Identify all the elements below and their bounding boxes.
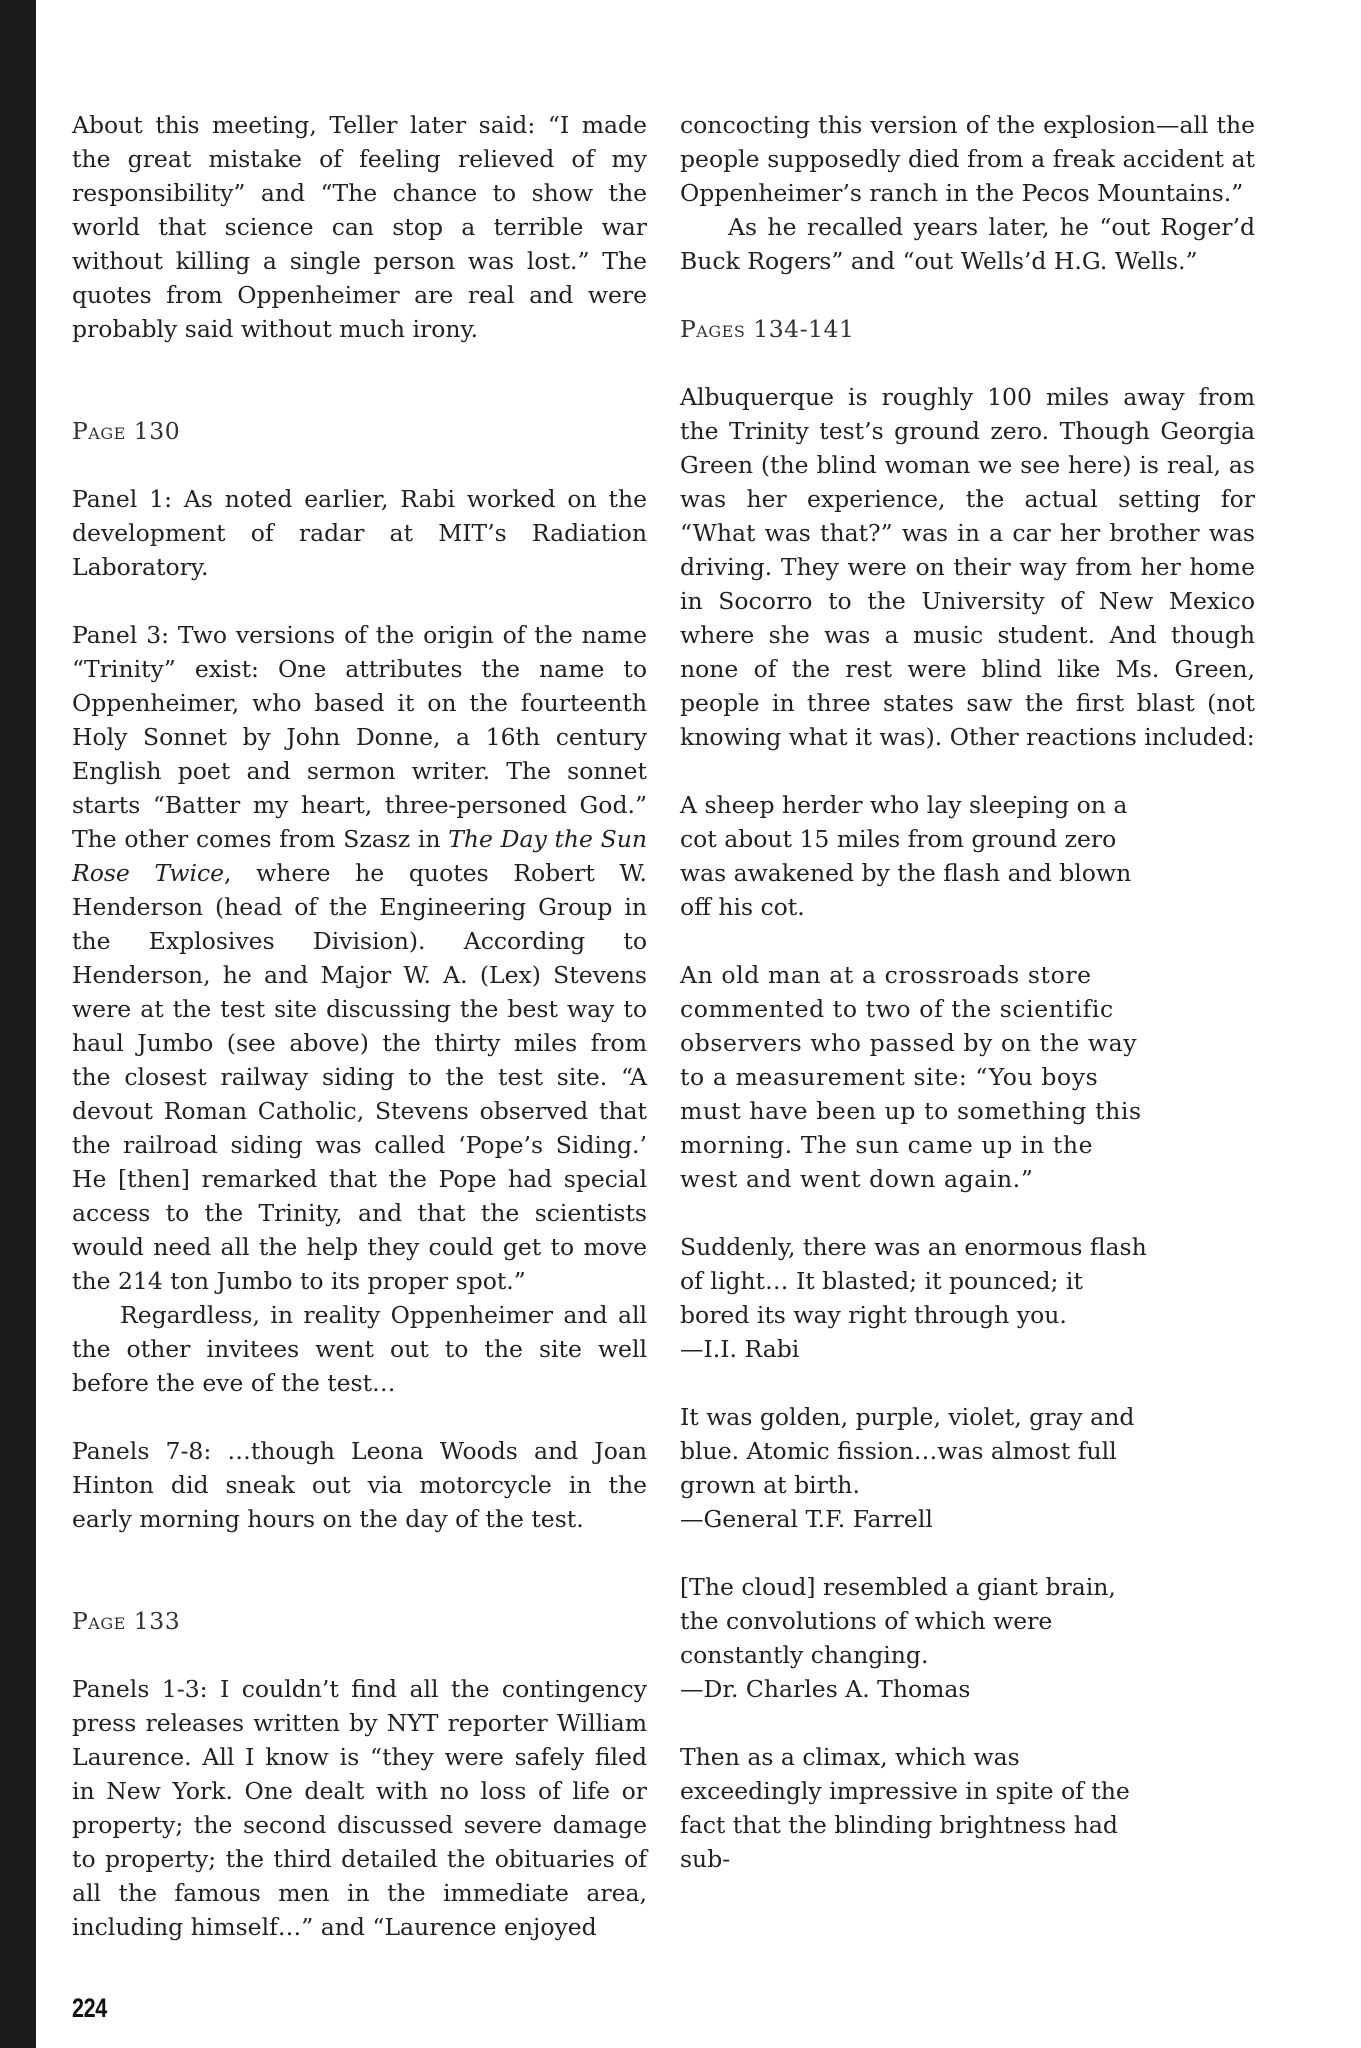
- book-title: The Day the Sun Rose Twice: [72, 825, 647, 887]
- panels-1-3-note: Panels 1-3: I couldn’t find all the contingency press releases written by NYT reporter William Laurence. All I know is “they were safely filed in New York. One dealt with no loss of life or property; the second discussed severe damage to property; the third detailed the obituaries of all the famous men in the immediate area, including himself…” and “Laurence enjoyed: [72, 1675, 647, 1941]
- rabi-quote: Suddenly, there was an enormous flash of light… It blasted; it pounced; it bored its way right through you.: [680, 1233, 1147, 1329]
- farrell-attribution: —General T.F. Farrell: [680, 1505, 933, 1533]
- teller-paragraph: About this meeting, Teller later said: “I made the great mistake of feeling relieved of my responsibility” and “The chance to show the world that science can stop a terrible war without killing a single person was lost.” The quotes from Oppenheimer are real and were probably said without much irony.: [72, 111, 647, 343]
- section-heading-page-130: Page 130: [72, 417, 181, 445]
- rabi-attribution: —I.I. Rabi: [680, 1335, 800, 1363]
- panels-7-8-note: Panels 7-8: …though Leona Woods and Joan Hinton did sneak out via motorcycle in the early morning hours on the day of the test.: [72, 1437, 647, 1533]
- concocting-paragraph: concocting this version of the explosion—all the people supposedly died from a freak accident at Oppenheimer’s ranch in the Pecos Mountains.”: [680, 111, 1255, 207]
- thomas-attribution: —Dr. Charles A. Thomas: [680, 1675, 971, 1703]
- section-heading-page-133: Page 133: [72, 1607, 181, 1635]
- thomas-quote: [The cloud] resembled a giant brain, the convolutions of which were constantly changing.: [680, 1573, 1116, 1669]
- farrell-quote: It was golden, purple, violet, gray and blue. Atomic fission…was almost full grown at birth.: [680, 1403, 1135, 1499]
- section-heading-pages-134-141: Pages 134-141: [680, 315, 855, 343]
- panel-1-note: Panel 1: As noted earlier, Rabi worked on the development of radar at MIT’s Radiation Laboratory.: [72, 485, 647, 581]
- sheep-herder-quote: A sheep herder who lay sleeping on a cot about 15 miles from ground zero was awakened by the flash and blown off his cot.: [680, 791, 1132, 921]
- climax-quote: Then as a climax, which was exceedingly impressive in spite of the fact that the blinding brightness had sub-: [680, 1743, 1130, 1873]
- panel-3-text-b: , where he quotes Robert W. Henderson (head of the Engineering Group in the Explosives Division). According to Henderson, he and Major W. A. (Lex) Stevens were at the test site discussing the best way to haul Jumbo (see above) the thirty miles from the closest railway siding to the test site. “A devout Roman Catholic, Stevens observed that the railroad siding was called ‘Pope’s Siding.’ He [then] remarked that the Pope had special access to the Trinity, and that the scientists would need all the help they could get to move the 214 ton Jumbo to its proper spot.”: [72, 859, 647, 1295]
- panel-3-note: [72, 618, 647, 1298]
- recalled-paragraph: As he recalled years later, he “out Roger’d Buck Rogers” and “out Wells’d H.G. Wells.”: [680, 213, 1255, 275]
- right-column: [680, 108, 1255, 1876]
- page-edge-bar: [0, 0, 36, 2048]
- regardless-paragraph: Regardless, in reality Oppenheimer and all the other invitees went out to the site well before the eve of the test…: [72, 1301, 647, 1397]
- page-number: 224: [72, 1993, 107, 2023]
- left-column: [72, 108, 647, 1944]
- old-man-quote: An old man at a crossroads store commented to two of the scientific observers who passed by on the way to a measurement site: “You boys must have been up to something this morning. The sun came up in the west and went down again.”: [680, 961, 1142, 1193]
- panel-3-text-a: Panel 3: Two versions of the origin of the name “Trinity” exist: One attributes the name to Oppenheimer, who based it on the fourteenth Holy Sonnet by John Donne, a 16th century English poet and sermon writer. The sonnet starts “Batter my heart, three-personed God.” The other comes from Szasz in: [72, 621, 647, 853]
- albuquerque-paragraph: Albuquerque is roughly 100 miles away from the Trinity test’s ground zero. Though Georgia Green (the blind woman we see here) is real, as was her experience, the actual setting for “What was that?” was in a car her brother was driving. They were on their way from her home in Socorro to the University of New Mexico where she was a music student. And though none of the rest were blind like Ms. Green, people in three states saw the first blast (not knowing what it was). Other reactions included:: [680, 383, 1255, 751]
